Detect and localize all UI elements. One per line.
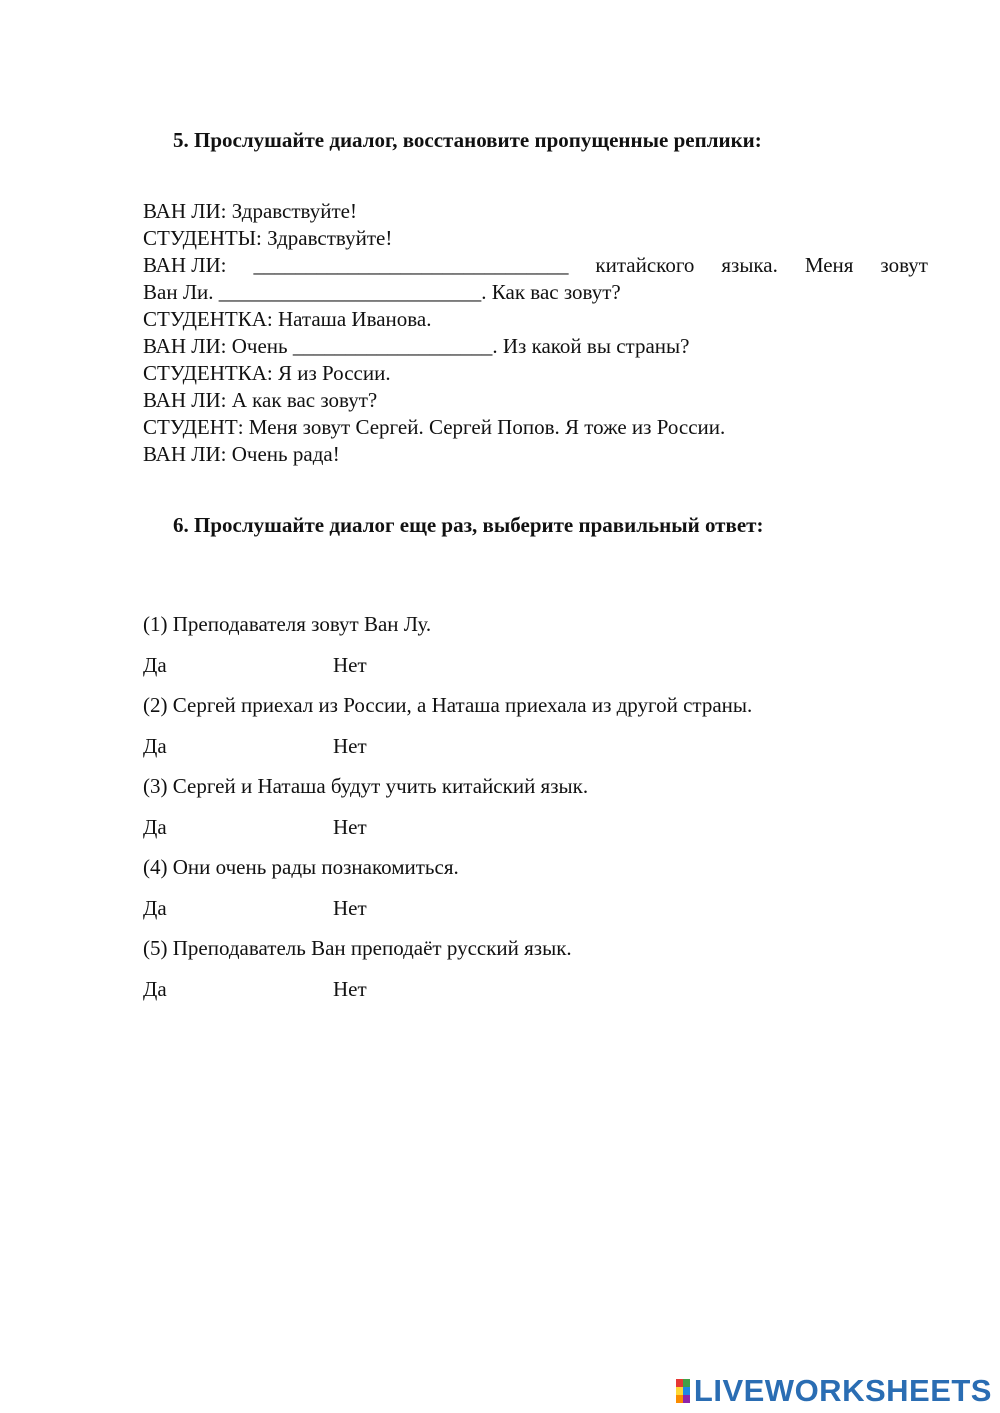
question-3-no-option[interactable]: Нет bbox=[333, 815, 367, 839]
question-5-text: (5) Преподаватель Ван преподаёт русский язык. bbox=[143, 936, 572, 960]
dialog-line-2: СТУДЕНТЫ: Здравствуйте! bbox=[143, 226, 393, 250]
section-6-heading: 6. Прослушайте диалог еще раз, выберите правильный ответ: bbox=[173, 513, 764, 537]
dialog-blank-2[interactable]: _________________________ bbox=[218, 280, 482, 304]
question-2-no-option[interactable]: Нет bbox=[333, 734, 367, 758]
dialog-line-9: СТУДЕНТ: Меня зовут Сергей. Сергей Попов. Я тоже из России. bbox=[143, 415, 726, 439]
dialog-line-6-start: ВАН ЛИ: Очень bbox=[143, 334, 293, 358]
question-1-yes-option[interactable]: Да bbox=[143, 653, 167, 677]
dialog-line-3-word-4: зовут bbox=[880, 253, 928, 277]
question-2-text: (2) Сергей приехал из России, а Наташа приехала из другой страны. bbox=[143, 693, 753, 717]
question-2-yes-option[interactable]: Да bbox=[143, 734, 167, 758]
liveworksheets-brand: LIVEWORKSHEETS bbox=[693, 1373, 992, 1408]
liveworksheets-logo bbox=[676, 1371, 992, 1411]
dialog-line-8: ВАН ЛИ: А как вас зовут? bbox=[143, 388, 378, 412]
dialog-line-4 bbox=[143, 279, 621, 305]
dialog-line-4-start: Ван Ли. bbox=[143, 280, 219, 304]
question-4-no-option[interactable]: Нет bbox=[333, 896, 367, 920]
dialog-line-4-end: . Как вас зовут? bbox=[481, 280, 621, 304]
liveworksheets-logo-icon bbox=[676, 1379, 690, 1403]
section-5-heading: 5. Прослушайте диалог, восстановите пропущенные реплики: bbox=[173, 128, 762, 152]
dialog-line-3-word-1: китайского bbox=[595, 253, 695, 277]
dialog-line-3-speaker: ВАН ЛИ: bbox=[143, 253, 227, 277]
question-5-yes-option[interactable]: Да bbox=[143, 977, 167, 1001]
question-5-no-option[interactable]: Нет bbox=[333, 977, 367, 1001]
dialog-line-7: СТУДЕНТКА: Я из России. bbox=[143, 361, 391, 385]
dialog-line-10: ВАН ЛИ: Очень рада! bbox=[143, 442, 340, 466]
dialog-line-5: СТУДЕНТКА: Наташа Иванова. bbox=[143, 307, 432, 331]
dialog-line-6-end: . Из какой вы страны? bbox=[492, 334, 690, 358]
dialog-line-3-word-2: языка. bbox=[721, 253, 778, 277]
question-4-yes-option[interactable]: Да bbox=[143, 896, 167, 920]
question-1-text: (1) Преподавателя зовут Ван Лу. bbox=[143, 612, 432, 636]
dialog-line-3 bbox=[143, 252, 928, 278]
question-4-text: (4) Они очень рады познакомиться. bbox=[143, 855, 459, 879]
question-3-text: (3) Сергей и Наташа будут учить китайский язык. bbox=[143, 774, 589, 798]
dialog-blank-3[interactable]: ___________________ bbox=[292, 334, 493, 358]
question-3-yes-option[interactable]: Да bbox=[143, 815, 167, 839]
dialog-line-6 bbox=[143, 333, 689, 359]
question-1-no-option[interactable]: Нет bbox=[333, 653, 367, 677]
dialog-blank-1[interactable]: ______________________________ bbox=[253, 253, 569, 277]
dialog-line-1: ВАН ЛИ: Здравствуйте! bbox=[143, 199, 357, 223]
dialog-line-3-word-3: Меня bbox=[804, 253, 854, 277]
